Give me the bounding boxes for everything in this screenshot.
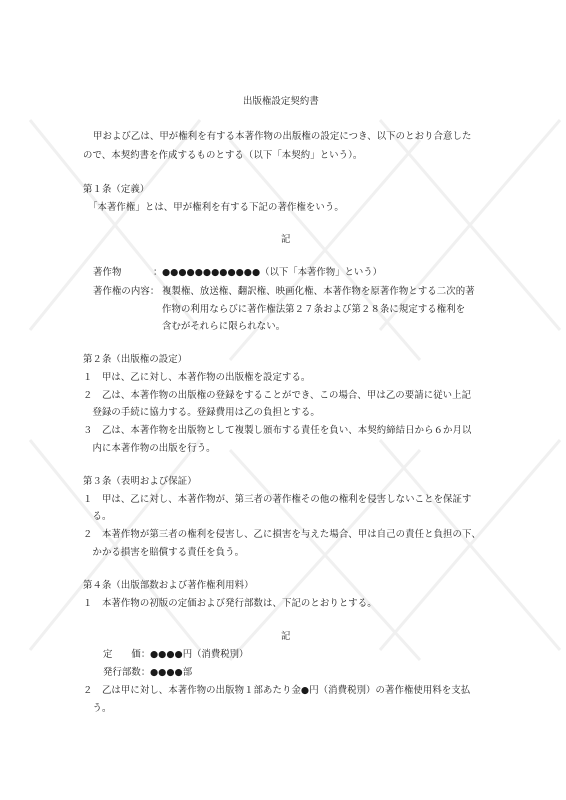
preamble-line-2: ので、本契約書を作成するものとする（以下「本契約」という）。 xyxy=(83,150,363,161)
content-line-3: 含むがそれらに限られない。 xyxy=(162,321,286,332)
work-label: 著作物 xyxy=(93,267,122,278)
article-2-line-2: ２ 乙は、本著作物の出版権の登録をすることができ、この場合、甲は乙の要請に従い上記 xyxy=(83,390,472,401)
price-value: ●●●●円（消費税別） xyxy=(150,649,249,660)
article-4-line-1: １ 本著作物の初版の定価および発行部数は、下記のとおりとする。 xyxy=(83,598,377,609)
article-1-heading: 第１条（定義） xyxy=(83,184,150,195)
copies-label: 発行部数： xyxy=(103,667,151,678)
work-value: ●●●●●●●●●●●●（以下「本著作物」という） xyxy=(162,267,383,278)
article-2-heading: 第２条（出版権の設定） xyxy=(83,354,188,365)
article-3-heading: 第３条（表明および保証） xyxy=(83,476,197,487)
article-4-line-2b: う。 xyxy=(83,703,112,714)
content-line-2: 作物の利用ならびに著作権法第２７条および第２８条に規定する権利を xyxy=(162,304,466,315)
article-4-heading: 第４条（出版部数および著作権利用料） xyxy=(83,580,254,591)
article-2-line-5: 内に本著作物の出版を行う。 xyxy=(83,443,216,454)
article-3-line-2: る。 xyxy=(83,511,112,522)
article-1-body: 「本著作権」とは、甲が権利を有する下記の著作権をいう。 xyxy=(88,202,344,213)
ki-marker-2: 記 xyxy=(281,631,291,642)
article-4-line-2a: ２ 乙は甲に対し、本著作物の出版物１部あたり金●円（消費税別）の著作権使用料を支払 xyxy=(83,685,471,696)
copies-value: ●●●●部 xyxy=(150,667,193,678)
article-2-line-3: 登録の手続に協力する。登録費用は乙の負担とする。 xyxy=(83,407,320,418)
content-line-1: 複製権、放送権、翻訳権、映画化権、本著作物を原著作物とする二次的著 xyxy=(162,286,475,297)
ki-marker-1: 記 xyxy=(281,234,291,245)
work-colon: ： xyxy=(153,267,163,278)
preamble-line-1: 甲および乙は、甲が権利を有する本著作物の出版権の設定につき、以下のとおり合意した xyxy=(93,131,472,142)
article-2-line-4: ３ 乙は、本著作物を出版物として複製し頒布する責任を負い、本契約締結日から６か月以 xyxy=(83,425,472,436)
article-3-line-1: １ 甲は、乙に対し、本著作物が、第三者の著作権その他の権利を侵害しないことを保証す xyxy=(83,494,472,505)
article-3-line-3: ２ 本著作物が第三者の権利を侵害し、乙に損害を与えた場合、甲は自己の責任と負担の下、 xyxy=(83,529,481,540)
article-2-line-1: １ 甲は、乙に対し、本著作物の出版権を設定する。 xyxy=(83,372,311,383)
document-title: 出版権設定契約書 xyxy=(243,96,319,107)
content-label: 著作権の内容： xyxy=(93,286,160,297)
article-3-line-4: かかる損害を賠償する責任を負う。 xyxy=(83,547,245,558)
price-label: 定 価： xyxy=(103,649,151,660)
